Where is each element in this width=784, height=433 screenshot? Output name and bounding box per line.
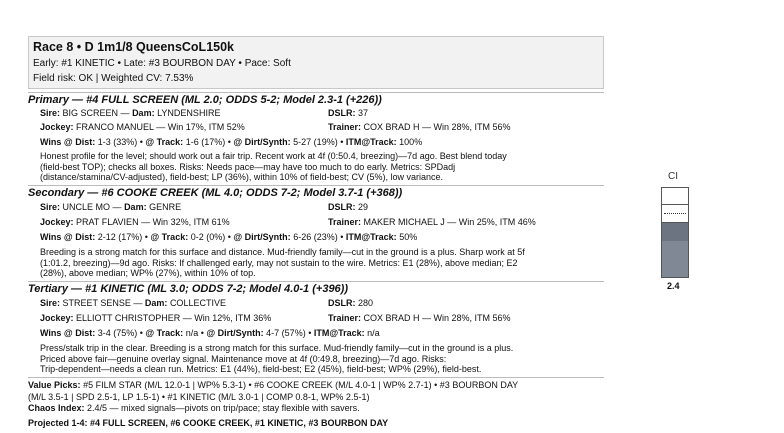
primary-dslr: DSLR: 37 [328, 108, 369, 118]
primary-jockey: Jockey: FRANCO MANUEL — Win 17%, ITM 52% [40, 122, 245, 132]
tertiary-pedigree: Sire: STREET SENSE — Dam: COLLECTIVE [40, 298, 226, 308]
race-header [28, 36, 604, 89]
chaos-indicator-label: CI [668, 171, 678, 182]
primary-trainer: Trainer: COX BRAD H — Win 28%, ITM 56% [328, 122, 511, 132]
divider [28, 281, 604, 282]
secondary-heading: Secondary — #6 COOKE CREEK (ML 4.0; ODDS 7-2; Model 3.7-1 (+368)) [28, 187, 403, 199]
gauge-fill [662, 241, 688, 277]
secondary-dslr: DSLR: 29 [328, 202, 369, 212]
tertiary-dslr: DSLR: 280 [328, 298, 374, 308]
secondary-win-stats: Wins @ Dist: 2-12 (17%) • @ Track: 0-2 (0%) • @ Dirt/Synth: 6-26 (23%) • ITM@Track: 50% [40, 232, 418, 242]
secondary-jockey: Jockey: PRAT FLAVIEN — Win 32%, ITM 61% [40, 217, 230, 227]
divider [28, 377, 604, 378]
gauge-empty-mid [662, 205, 688, 223]
field-risk-line: Field risk: OK | Weighted CV: 7.53% [33, 73, 194, 84]
secondary-pedigree: Sire: UNCLE MO — Dam: GENRE [40, 202, 182, 212]
primary-pedigree: Sire: BIG SCREEN — Dam: LYNDENSHIRE [40, 108, 221, 118]
primary-notes: Honest profile for the level; should work out a fair trip. Recent work at 4f (0:50.4, breezing)—7d ago. Best blend today (field-best TOP); checks all boxes. Risks: Needs pace—may have too much to do early. Metrics: SPDadj (distance/stamina/CV-adjusted), field-best; LP (36%), within 10% of field-best; CV (5%), low variance. [40, 151, 507, 183]
tertiary-heading: Tertiary — #1 KINETIC (ML 3.0; ODDS 7-2; Model 4.0-1 (+396)) [28, 283, 348, 295]
race-pace-line: Early: #1 KINETIC • Late: #3 BOURBON DAY • Pace: Soft [33, 58, 291, 69]
primary-win-stats: Wins @ Dist: 1-3 (33%) • @ Track: 1-6 (17%) • @ Dirt/Synth: 5-27 (19%) • ITM@Track: 100% [40, 137, 423, 147]
divider [28, 92, 604, 93]
gauge-empty-top [662, 188, 688, 205]
value-picks-continued: (M/L 3.5-1 | SPD 2.5-1, LP 1.5-1) • #1 KINETIC (M/L 3.0-1 | COMP 0.8-1, WP% 2.5-1) [28, 392, 370, 402]
secondary-notes: Breeding is a strong match for this surface and distance. Mud-friendly family—cut in the ground is a plus. Sharp work at 5f (1:01.2, breezing)—9d ago. Risks: If challenged early, may not sustain to the wire. Metrics: E1 (28%), above median; E2 (28%), above median; WP% (27%), within 10% of top. [40, 247, 525, 279]
chaos-indicator-value: 2.4 [667, 281, 680, 291]
divider [28, 185, 604, 186]
primary-heading: Primary — #4 FULL SCREEN (ML 2.0; ODDS 5-2; Model 2.3-1 (+226)) [28, 94, 382, 106]
projected-finish: Projected 1-4: #4 FULL SCREEN, #6 COOKE CREEK, #1 KINETIC, #3 BOURBON DAY [28, 418, 389, 428]
chaos-index: Chaos Index: 2.4/5 — mixed signals—pivots on trip/pace; stay flexible with savers. [28, 403, 360, 413]
tertiary-notes: Press/stalk trip in the clear. Breeding is a strong match for this surface. Mud-friendly family—cut in the ground is a plus. Priced above fair—genuine overlay signal. Maintenance move at 4f (0:49.8, breezing)—7d ago. Risks: Trip-dependent—needs a clean run. Metrics: E1 (44%), field-best; E2 (45%), field-best; WP% (29%), field-best. [40, 343, 514, 375]
tertiary-trainer: Trainer: COX BRAD H — Win 28%, ITM 56% [328, 313, 511, 323]
value-picks: Value Picks: #5 FILM STAR (M/L 12.0-1 | WP% 5.3-1) • #6 COOKE CREEK (M/L 4.0-1 | WP% 2.7-1) • #3 BOURBON DAY [28, 380, 519, 390]
tertiary-win-stats: Wins @ Dist: 3-4 (75%) • @ Track: n/a • @ Dirt/Synth: 4-7 (57%) • ITM@Track: n/a [40, 328, 380, 338]
race-title: Race 8 • D 1m1/8 QueensCoL150k [33, 40, 235, 54]
gauge-band [662, 223, 688, 241]
secondary-trainer: Trainer: MAKER MICHAEL J — Win 25%, ITM 46% [328, 217, 536, 227]
chaos-indicator-gauge [661, 187, 689, 278]
tertiary-jockey: Jockey: ELLIOTT CHRISTOPHER — Win 12%, ITM 36% [40, 313, 272, 323]
